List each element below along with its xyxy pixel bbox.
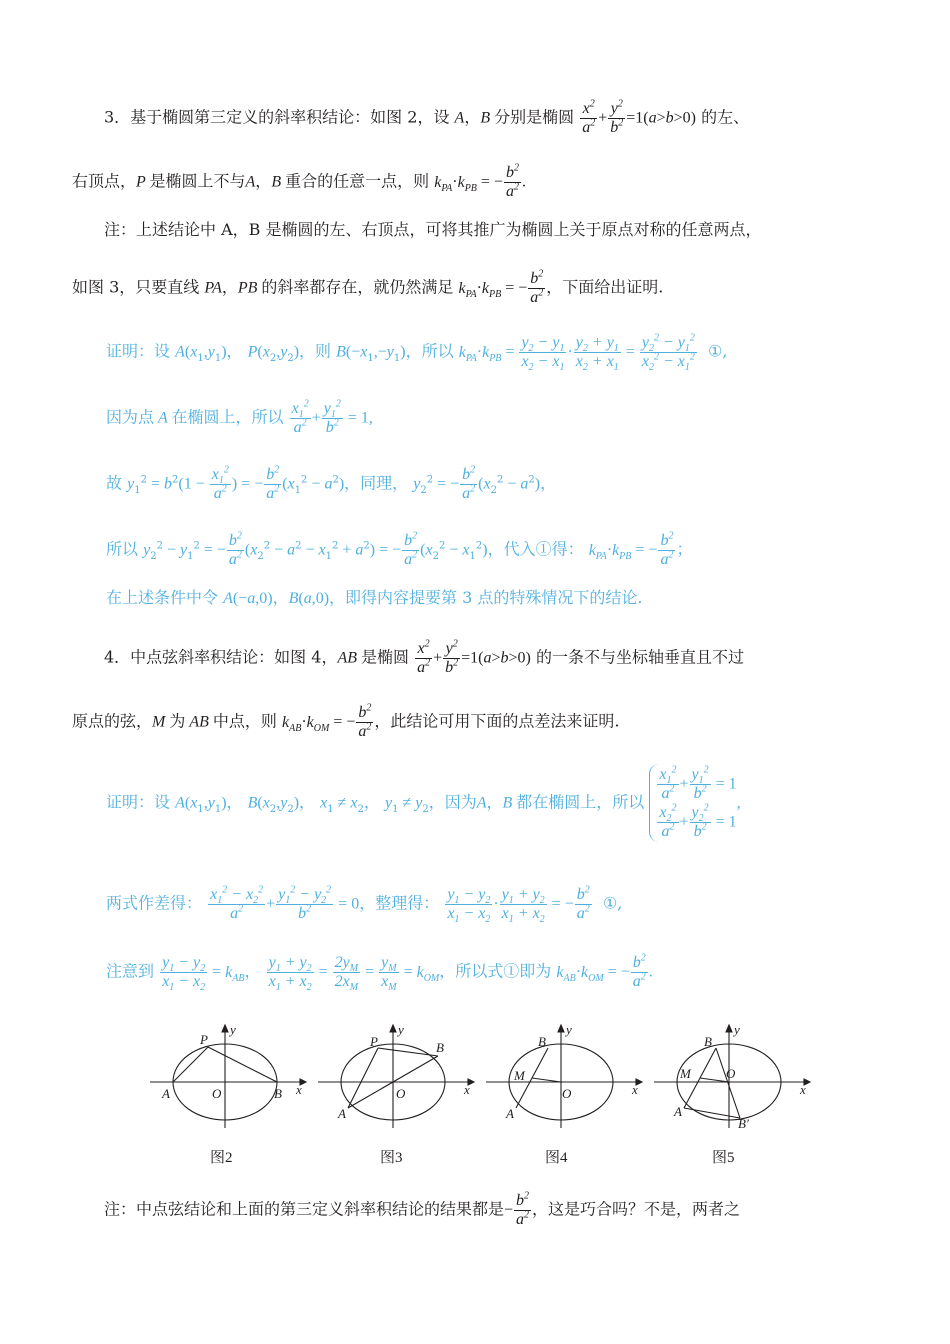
- svg-text:B: B: [436, 1040, 444, 1055]
- proof2-line3: 注意到 $\frac{y_1 - y_2}{x_1 - x_2}$ = $k_{AB}$， $\frac{y_1 + y_2}{x_1 + x_2}$ = $\frac{2y_M}{2x_M}$ = $\frac{y_M}{x_M}$ = $k_{OM}$，所以式①即为 $k_{AB}\cdot k_{OM}$ = − $\frac{b^2}{a^2}$ .: [106, 952, 653, 993]
- svg-text:y: y: [734, 1022, 740, 1037]
- figure-2-caption: 图2: [210, 1150, 233, 1166]
- svg-text:O: O: [562, 1086, 572, 1101]
- proof1-line5: 在上述条件中令 A(−a,0)，B(a,0)，即得内容提要第 3 点的特殊情况下的结论.: [106, 588, 643, 607]
- svg-text:P: P: [370, 1034, 378, 1049]
- svg-text:O: O: [396, 1086, 406, 1101]
- svg-text:M: M: [680, 1066, 691, 1081]
- svg-text:A: A: [162, 1086, 170, 1101]
- svg-text:B: B: [704, 1034, 712, 1049]
- svg-text:y: y: [566, 1022, 572, 1037]
- figure-4: [486, 1020, 646, 1130]
- figure-3: [318, 1020, 478, 1130]
- proof1-line1: 证明：设 $A(x_1,y_1)$， $P(x_2,y_2)$，则 $B(-x_1,-y_1)$，所以 $k_{PA}\cdot k_{PB}$ = $\frac{y_2 - y_1}{x_2 - x_1}$ · $\frac{y_2 + y_1}{x_2 + x_1}$ = $\frac{y_2^2 - y_1^2}{x_2^2 - x_1^2}$ ①,: [106, 332, 728, 373]
- proof1-line4: 所以 $y_2^2 - y_1^2$ = − $\frac{b^2}{a^2}$ $(x_2^2 - a^2 - x_1^2 + a^2)$ = − $\frac{b^2}{a^2}$ $(x_2^2 - x_1^2)$，代入①得： $k_{PA}\cdot k_{PB}$ = − $\frac{b^2}{a^2}$ ；: [106, 530, 693, 568]
- svg-text:x: x: [800, 1082, 806, 1097]
- svg-text:M: M: [514, 1068, 525, 1083]
- svg-text:x: x: [296, 1082, 302, 1097]
- svg-text:O: O: [726, 1066, 736, 1081]
- svg-text:A: A: [338, 1106, 346, 1121]
- item3-note-line1: 注：上述结论中 A，B 是椭圆的左、右顶点，可将其推广为椭圆上关于原点对称的任意两点，: [104, 220, 762, 239]
- proof2-line2: 两式作差得： $\frac{x_1^2 - x_2^2}{a^2}$ + $\frac{y_1^2 - y_2^2}{b^2}$ = 0，整理得： $\frac{y_1 - y_2}{x_1 - x_2}$ · $\frac{y_1 + y_2}{x_1 + x_2}$ = − $\frac{b^2}{a^2}$ ①,: [106, 884, 623, 925]
- svg-text:B: B: [538, 1034, 546, 1049]
- figure-5-caption: 图5: [712, 1150, 735, 1166]
- proof1-line2: 因为点 A 在椭圆上，所以 $\frac{x_1^2}{a^2}$ + $\frac{y_1^2}{b^2}$ = 1,: [106, 398, 373, 436]
- item3-line2: 右顶点，P 是椭圆上不与A，B 重合的任意一点，则 $k_{PA}\cdot k_{PB}$ = − $\frac{b^2}{a^2}$ .: [72, 162, 526, 200]
- svg-text:x: x: [632, 1082, 638, 1097]
- svg-text:P: P: [200, 1032, 208, 1047]
- item3-note-line2: 如图 3，只要直线 PA，PB 的斜率都存在，就仍然满足 $k_{PA}\cdot k_{PB}$ = − $\frac{b^2}{a^2}$ ，下面给出证明.: [72, 268, 664, 306]
- figure-2: [150, 1020, 310, 1130]
- item4-line2: 原点的弦，M 为 AB 中点，则 $k_{AB}\cdot k_{OM}$ = − $\frac{b^2}{a^2}$ ，此结论可用下面的点差法来证明.: [72, 702, 620, 740]
- proof2-line1: 证明：设 $A(x_1,y_1)$， $B(x_2,y_2)$， $x_1 \ne x_2$， $y_1 \ne y_2$，因为A，B 都在椭圆上，所以 $\frac{x_1^2}{a^2}$ + $\frac{y_1^2}{b^2}$ = 1 $\frac{x_2^2}{a^2}$ + $\frac{y_2^2}{b^2}$ = 1 ,: [106, 764, 741, 842]
- svg-text:y: y: [230, 1022, 236, 1037]
- svg-text:A: A: [506, 1106, 514, 1121]
- svg-text:O: O: [212, 1086, 222, 1101]
- item3-line1: 3．基于椭圆第三定义的斜率积结论：如图 2，设 A，B 分别是椭圆 $\frac{x^2}{a^2}$ + $\frac{y^2}{b^2}$ =1(a>b>0) 的左、: [104, 98, 750, 136]
- svg-text:B′: B′: [738, 1116, 749, 1130]
- figure-4-caption: 图4: [545, 1150, 568, 1166]
- svg-text:y: y: [398, 1022, 404, 1037]
- equation-system: $\frac{x_1^2}{a^2}$ + $\frac{y_1^2}{b^2}$ = 1 $\frac{x_2^2}{a^2}$ + $\frac{y_2^2}{b^2}$ = 1: [649, 764, 736, 842]
- figure-3-caption: 图3: [380, 1150, 403, 1166]
- last-note: 注：中点弦结论和上面的第三定义斜率积结论的结果都是− $\frac{b^2}{a^2}$ ，这是巧合吗？不是，两者之: [104, 1190, 741, 1228]
- svg-text:B: B: [274, 1086, 282, 1101]
- item4-line1: 4．中点弦斜率积结论：如图 4，AB 是椭圆 $\frac{x^2}{a^2}$ + $\frac{y^2}{b^2}$ =1(a>b>0) 的一条不与坐标轴垂直且不过: [104, 638, 744, 676]
- svg-text:A: A: [674, 1104, 682, 1119]
- figure-5: [654, 1020, 814, 1130]
- proof1-line3: 故 $y_1^2 = b^2(1$ − $\frac{x_1^2}{a^2}$ ) = − $\frac{b^2}{a^2}$ $(x_1^2 - a^2)$，同理， $y_2^2$ = − $\frac{b^2}{a^2}$ $(x_2^2 - a^2)$，: [106, 464, 557, 502]
- svg-text:x: x: [464, 1082, 470, 1097]
